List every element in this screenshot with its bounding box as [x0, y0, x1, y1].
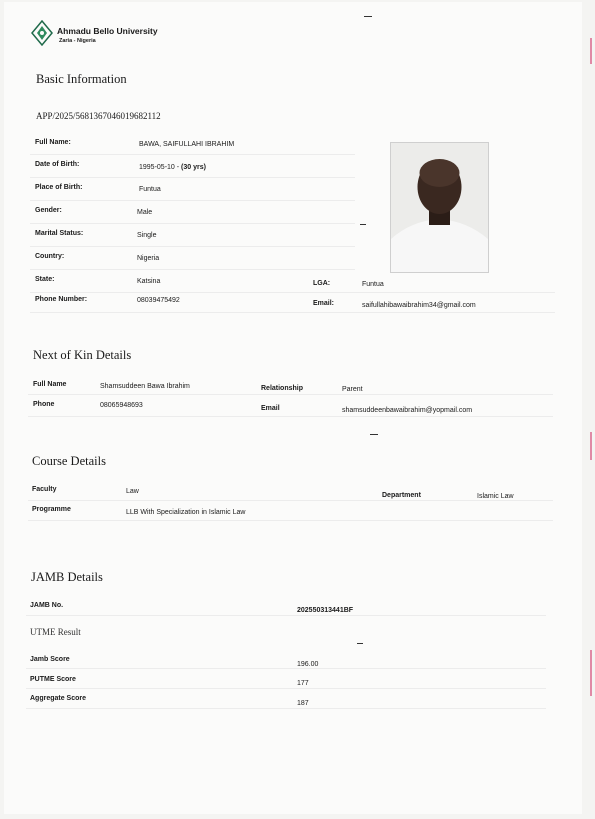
marital-label: Marital Status: [35, 230, 84, 237]
scan-edge-mark [590, 38, 592, 64]
kin-phone-value: 08065948693 [100, 402, 143, 409]
application-id: APP/2025/5681367046019682112 [36, 111, 161, 121]
country-value: Nigeria [137, 255, 160, 262]
university-logo-icon [31, 20, 53, 46]
email-label: Email: [313, 300, 335, 307]
university-location: Zaria - Nigeria [59, 38, 96, 44]
kin-heading: Next of Kin Details [33, 348, 132, 362]
kin-relationship-label: Relationship [261, 385, 304, 392]
dob-value: 1995-05-10 - (30 yrs) [139, 164, 206, 171]
faculty-value: Law [126, 488, 139, 495]
admission-document [4, 2, 582, 814]
kin-name-value: Shamsuddeen Bawa Ibrahim [100, 383, 190, 390]
dob-age: (30 yrs) [181, 164, 206, 171]
faculty-label: Faculty [32, 486, 57, 493]
full-name-label: Full Name: [35, 139, 71, 146]
kin-relationship-value: Parent [342, 386, 363, 393]
scan-edge-mark [590, 650, 592, 696]
putme-score-value: 177 [297, 680, 309, 687]
pob-value: Funtua [139, 186, 161, 193]
kin-email-label: Email [261, 405, 280, 412]
programme-label: Programme [32, 506, 71, 513]
full-name-value: BAWA, SAIFULLAHI IBRAHIM [139, 141, 235, 148]
phone-value: 08039475492 [137, 297, 180, 304]
passport-photo [390, 142, 489, 273]
marital-value: Single [137, 232, 157, 239]
aggregate-score-value: 187 [297, 700, 309, 707]
lga-label: LGA: [313, 280, 331, 287]
course-heading: Course Details [32, 454, 106, 468]
kin-name-label: Full Name [33, 381, 67, 388]
scan-speck [357, 643, 363, 644]
university-name: Ahmadu Bello University [57, 26, 158, 36]
lga-value: Funtua [362, 281, 384, 288]
pob-label: Place of Birth: [35, 184, 83, 191]
department-value: Islamic Law [477, 493, 514, 500]
kin-email-value: shamsuddeenbawaibrahim@yopmail.com [342, 407, 473, 414]
putme-score-label: PUTME Score [30, 676, 76, 683]
programme-value: LLB With Specialization in Islamic Law [126, 509, 246, 516]
department-label: Department [382, 492, 421, 499]
country-label: Country: [35, 253, 65, 260]
email-value: saifullahibawaibrahim34@gmail.com [362, 302, 476, 309]
jamb-score-value: 196.00 [297, 661, 319, 668]
kin-phone-label: Phone [33, 401, 55, 408]
scan-speck [360, 224, 366, 225]
gender-value: Male [137, 209, 153, 216]
phone-label: Phone Number: [35, 296, 88, 303]
jamb-score-label: Jamb Score [30, 656, 70, 663]
gender-label: Gender: [35, 207, 62, 214]
scan-speck [364, 16, 372, 17]
jamb-number-label: JAMB No. [30, 602, 64, 609]
aggregate-score-label: Aggregate Score [30, 695, 87, 702]
scan-edge-mark [590, 432, 592, 460]
jamb-number-value: 202550313441BF [297, 607, 354, 614]
utme-result-heading: UTME Result [30, 627, 81, 637]
scan-speck [370, 434, 378, 435]
state-label: State: [35, 276, 55, 283]
jamb-heading: JAMB Details [31, 570, 103, 584]
dob-date: 1995-05-10 [139, 164, 175, 171]
dob-label: Date of Birth: [35, 161, 80, 168]
state-value: Katsina [137, 278, 161, 285]
basic-info-heading: Basic Information [36, 72, 127, 86]
